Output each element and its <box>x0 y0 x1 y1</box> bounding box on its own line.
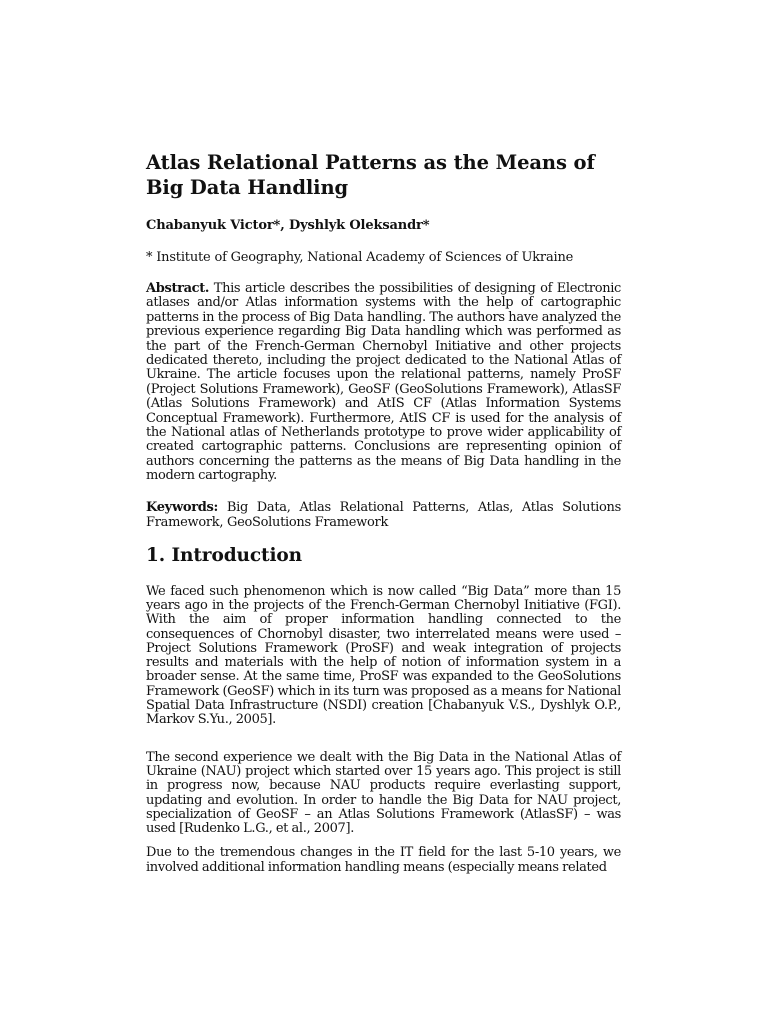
author-list: Chabanyuk Victor*, Dyshlyk Oleksandr* <box>146 218 430 233</box>
body-paragraph: We faced such phenomenon which is now called “Big Data” more than 15 years ago in the projects of the French-German Chernobyl Initiative (FGI). With the aim of proper information handling connected to the consequences of Chornobyl disaster, two interrelated means were used – Project Solutions Framework (ProSF) and weak integration of projects results and materials with the help of notion of information system in a broader sense. At the same time, ProSF was expanded to the GeoSolutions Framework (GeoSF) which in its turn was proposed as a means for National Spatial Data Infrastructure (NSDI) creation [Chabanyuk V.S., Dyshlyk O.P., Markov S.Yu., 2005]. <box>146 583 621 728</box>
abstract-text: This article describes the possibilities of designing of Electronic atlases and/or Atlas information systems with the help of cartographic patterns in the process of Big Data handling. The authors have analyzed the previous experience regarding Big Data handling which was performed as the part of the French-German Chernobyl Initiative and other projects dedicated thereto, including the project dedicated to the National Atlas of Ukraine. The article focuses upon the relational patterns, namely ProSF (Project Solutions Framework), GeoSF (GeoSolutions Framework), AtlasSF (Atlas Solutions Framework) and AtIS CF (Atlas Information Systems Conceptual Framework). Furthermore, AtIS CF is used for the analysis of the National atlas of Netherlands prototype to prove wider applicability of created cartographic patterns. Conclusions are representing opinion of authors concerning the patterns as the means of Big Data handling in the modern cartography. <box>146 281 621 484</box>
body-paragraph: The second experience we dealt with the Big Data in the National Atlas of Ukraine (NAU) project which started over 15 years ago. This project is still in progress now, because NAU products require everlasting support, updating and evolution. In order to handle the Big Data for NAU project, specialization of GeoSF – an Atlas Solutions Framework (AtlasSF) – was used [Rudenko L.G., et al., 2007]. <box>146 749 621 837</box>
paper-title: Atlas Relational Patterns as the Means of Big Data Handling <box>146 151 595 199</box>
keywords-text: Big Data, Atlas Relational Patterns, Atlas, Atlas Solutions Framework, GeoSolutions Framework <box>146 499 621 531</box>
abstract <box>146 282 621 484</box>
body-paragraph: Due to the tremendous changes in the IT field for the last 5-10 years, we involved additional information handling means (especially means related <box>146 845 621 875</box>
paper-page <box>146 150 621 875</box>
keywords <box>146 500 621 531</box>
section-heading-introduction: 1. Introduction <box>146 544 303 566</box>
affiliation: * Institute of Geography, National Academy of Sciences of Ukraine <box>146 250 574 265</box>
keywords-label: Keywords: <box>146 499 219 515</box>
abstract-label: Abstract. <box>146 281 210 296</box>
